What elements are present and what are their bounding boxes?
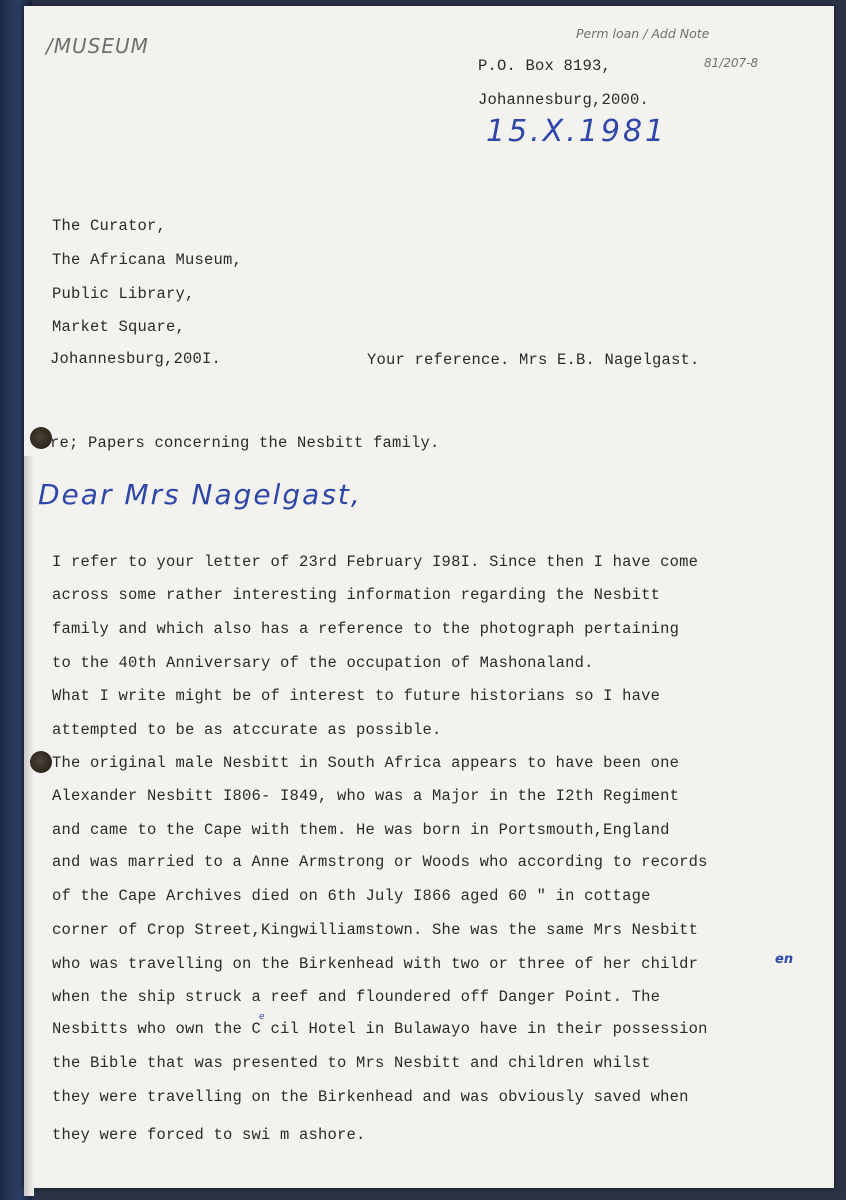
punch-hole bbox=[30, 427, 52, 449]
body-line: What I write might be of interest to future historians so I have bbox=[52, 687, 661, 705]
recipient-line: The Curator, bbox=[52, 217, 167, 235]
recipient-line: The Africana Museum, bbox=[52, 251, 243, 269]
body-line: family and which also has a reference to the photograph pertaining bbox=[52, 620, 680, 638]
body-line: across some rather interesting information regarding the Nesbitt bbox=[52, 586, 661, 604]
page-fold-shadow bbox=[24, 456, 34, 1196]
body-line: and came to the Cape with them. He was born in Portsmouth,England bbox=[52, 821, 670, 839]
museum-pencil-note: /MUSEUM bbox=[46, 34, 149, 58]
subject-line: re; Papers concerning the Nesbitt family. bbox=[50, 434, 440, 452]
body-line: corner of Crop Street,Kingwilliamstown. She was the same Mrs Nesbitt bbox=[52, 921, 699, 939]
body-line: of the Cape Archives died on 6th July I866 aged 60 " in cottage bbox=[52, 887, 651, 905]
handwritten-date: 15.X.1981 bbox=[486, 114, 668, 149]
loan-pencil-note: Perm loan / Add Note bbox=[576, 26, 710, 41]
body-line: I refer to your letter of 23rd February I98I. Since then I have come bbox=[52, 553, 699, 571]
body-line: The original male Nesbitt in South Africa appears to have been one bbox=[52, 754, 680, 772]
children-ink-correction: en bbox=[775, 952, 794, 967]
body-line: and was married to a Anne Armstrong or Woods who according to records bbox=[52, 853, 708, 871]
your-reference: Your reference. Mrs E.B. Nagelgast. bbox=[367, 351, 700, 369]
punch-hole bbox=[30, 751, 52, 773]
body-line: who was travelling on the Birkenhead with two or three of her childr bbox=[52, 955, 699, 973]
body-line: when the ship struck a reef and floundered off Danger Point. The bbox=[52, 988, 661, 1006]
cecil-ink-correction: e bbox=[259, 1012, 265, 1022]
recipient-line: Johannesburg,200I. bbox=[50, 350, 222, 368]
handwritten-salutation: Dear Mrs Nagelgast, bbox=[38, 478, 362, 511]
body-line: they were travelling on the Birkenhead and was obviously saved when bbox=[52, 1088, 689, 1106]
sender-po-box: P.O. Box 8193, bbox=[478, 57, 612, 75]
body-line: Nesbitts who own the C cil Hotel in Bulawayo have in their possession bbox=[52, 1020, 708, 1038]
recipient-line: Public Library, bbox=[52, 285, 195, 303]
sender-city: Johannesburg,2000. bbox=[478, 91, 650, 109]
recipient-line: Market Square, bbox=[52, 318, 186, 336]
body-line: Alexander Nesbitt I806- I849, who was a Major in the I2th Regiment bbox=[52, 787, 680, 805]
ref-number-pencil-note: 81/207-8 bbox=[704, 56, 759, 70]
body-line: to the 40th Anniversary of the occupation of Mashonaland. bbox=[52, 654, 594, 672]
body-line: they were forced to swi m ashore. bbox=[52, 1126, 366, 1144]
body-line: the Bible that was presented to Mrs Nesbitt and children whilst bbox=[52, 1054, 651, 1072]
body-line: attempted to be as atccurate as possible. bbox=[52, 721, 442, 739]
